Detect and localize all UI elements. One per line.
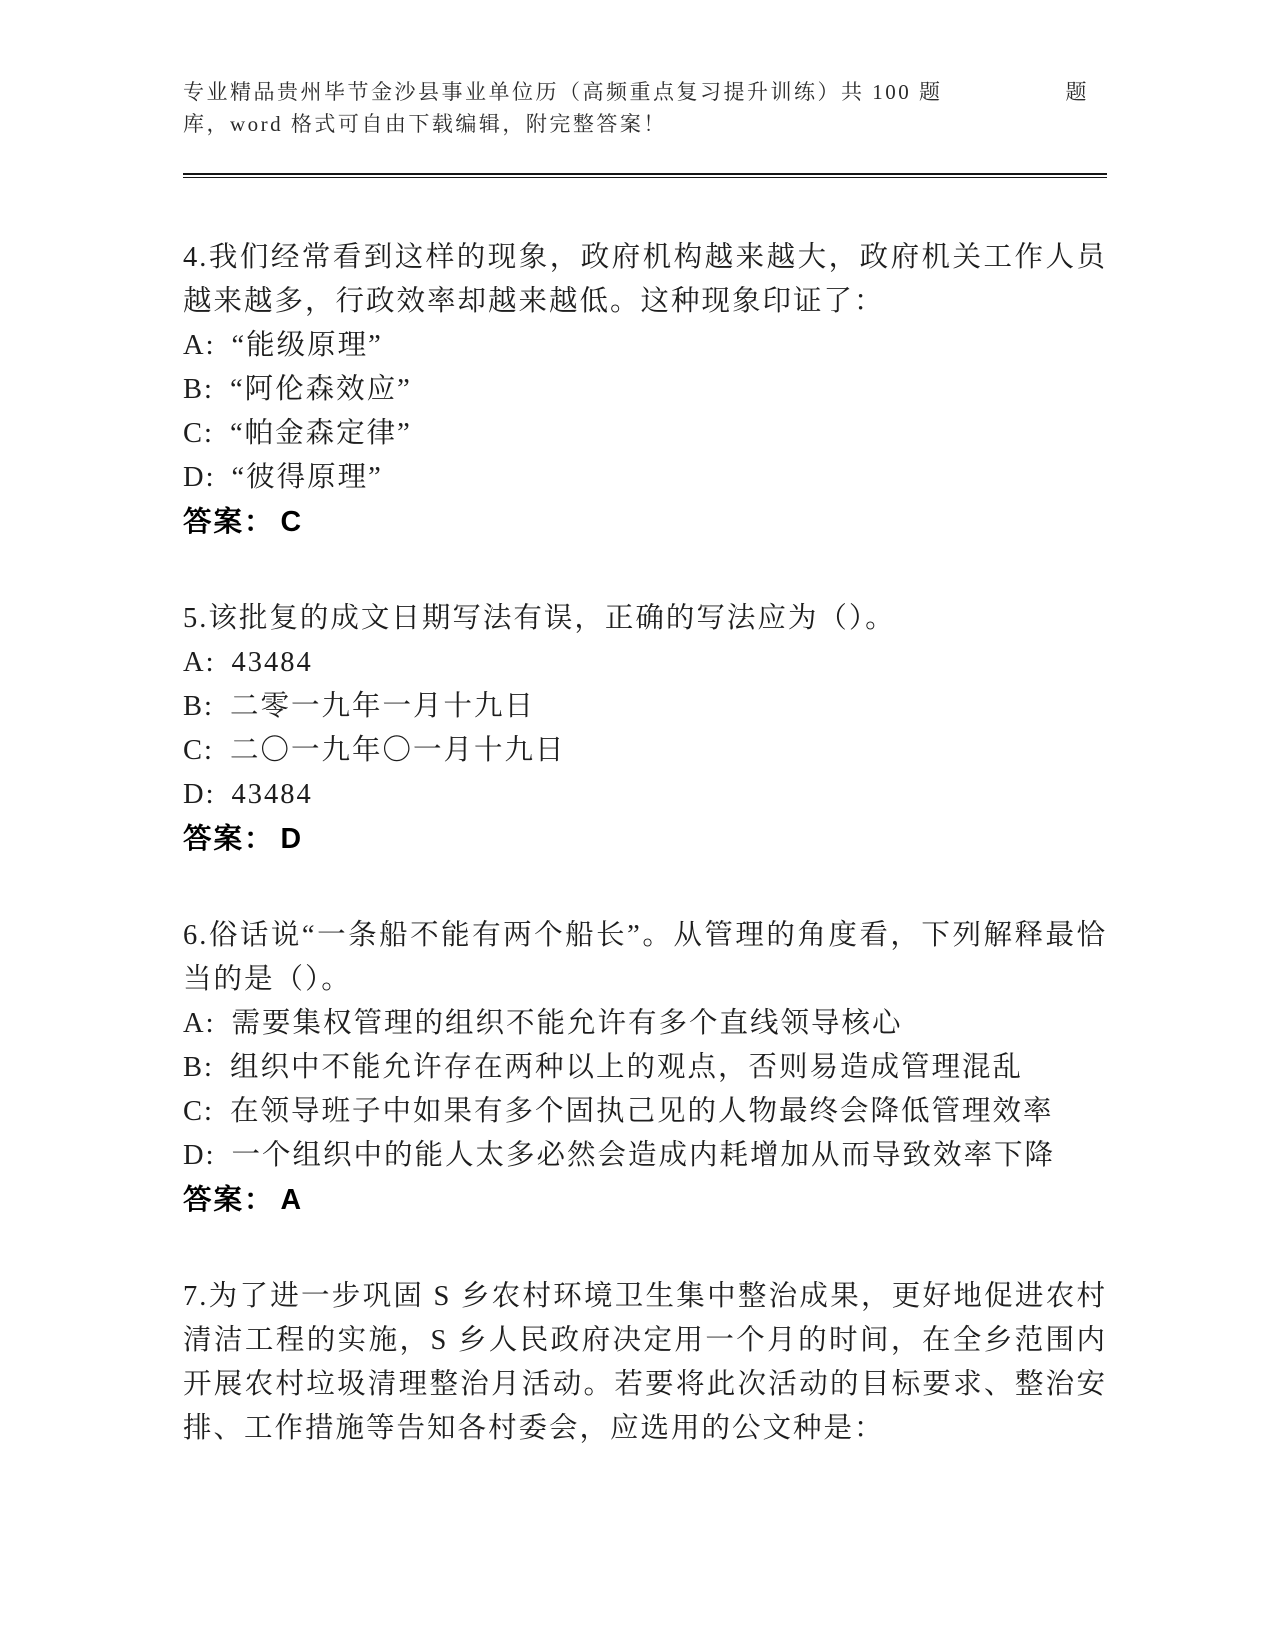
option-text: “彼得原理”	[231, 462, 383, 493]
option-text: 二零一九年一月十九日	[229, 691, 535, 722]
question-4-option-a	[183, 324, 1107, 368]
option-label: D:	[183, 1140, 216, 1171]
option-text: 43484	[231, 647, 313, 678]
question-5-option-b	[183, 685, 1107, 729]
option-label: A:	[183, 647, 216, 678]
question-4-option-c	[183, 412, 1107, 456]
page-header	[183, 76, 1107, 178]
question-7	[183, 1275, 1107, 1451]
question-7-text: 7.为了进一步巩固 S 乡农村环境卫生集中整治成果，更好地促进农村清洁工程的实施，S 乡人民政府决定用一个月的时间，在全乡范围内开展农村垃圾清理整治月活动。若要将此次活动的目标要求、整治安排、工作措施等告知各村委会，应选用的公文种是：	[183, 1281, 1107, 1444]
header-text-right: 题	[1065, 80, 1089, 104]
question-5-option-c	[183, 729, 1107, 773]
option-text: 43484	[231, 779, 313, 810]
answer-label: 答案：	[183, 824, 275, 855]
option-text: 组织中不能允许存在两种以上的观点，否则易造成管理混乱	[229, 1052, 1023, 1083]
question-4-option-b	[183, 368, 1107, 412]
option-label: B:	[183, 691, 214, 722]
header-text-left: 专业精品贵州毕节金沙县事业单位历（高频重点复习提升训练）共 100 题	[183, 80, 943, 104]
option-label: C:	[183, 735, 214, 766]
question-5-option-a	[183, 641, 1107, 685]
header-divider	[183, 173, 1107, 178]
question-4-option-d	[183, 456, 1107, 500]
question-5	[183, 597, 1107, 862]
option-label: B:	[183, 374, 214, 405]
option-text: “能级原理”	[231, 330, 383, 361]
option-text: 一个组织中的能人太多必然会造成内耗增加从而导致效率下降	[231, 1140, 1056, 1171]
question-6-option-b	[183, 1046, 1107, 1090]
answer-label: 答案：	[183, 507, 275, 538]
option-label: D:	[183, 779, 216, 810]
option-label: C:	[183, 1096, 214, 1127]
option-label: A:	[183, 330, 216, 361]
question-4	[183, 236, 1107, 545]
question-6-option-a	[183, 1002, 1107, 1046]
answer-value: A	[280, 1184, 304, 1216]
question-6-option-d	[183, 1134, 1107, 1178]
answer-label: 答案：	[183, 1185, 275, 1216]
option-text: 在领导班子中如果有多个固执己见的人物最终会降低管理效率	[229, 1096, 1054, 1127]
question-6-text: 6.俗话说“一条船不能有两个船长”。从管理的角度看，下列解释最恰当的是（）。	[183, 920, 1107, 995]
option-text: 需要集权管理的组织不能允许有多个直线领导核心	[231, 1008, 903, 1039]
option-label: A:	[183, 1008, 216, 1039]
option-label: D:	[183, 462, 216, 493]
answer-value: C	[280, 506, 304, 538]
option-text: “帕金森定律”	[229, 418, 412, 449]
page-content	[183, 76, 1107, 1451]
header-line-2: 库，word 格式可自由下载编辑，附完整答案！	[183, 112, 667, 136]
option-label: B:	[183, 1052, 214, 1083]
answer-value: D	[280, 823, 304, 855]
questions-area	[183, 236, 1107, 1451]
question-4-text: 4.我们经常看到这样的现象，政府机构越来越大，政府机关工作人员越来越多，行政效率却越来越低。这种现象印证了：	[183, 242, 1107, 317]
question-5-text: 5.该批复的成文日期写法有误，正确的写法应为（）。	[183, 603, 896, 634]
header-line-1	[183, 76, 1107, 108]
question-4-answer	[183, 500, 1107, 545]
question-5-answer	[183, 817, 1107, 862]
question-6	[183, 914, 1107, 1223]
option-text: 二〇一九年〇一月十九日	[229, 735, 566, 766]
option-label: C:	[183, 418, 214, 449]
question-6-answer	[183, 1178, 1107, 1223]
question-5-option-d	[183, 773, 1107, 817]
option-text: “阿伦森效应”	[229, 374, 412, 405]
question-6-option-c	[183, 1090, 1107, 1134]
